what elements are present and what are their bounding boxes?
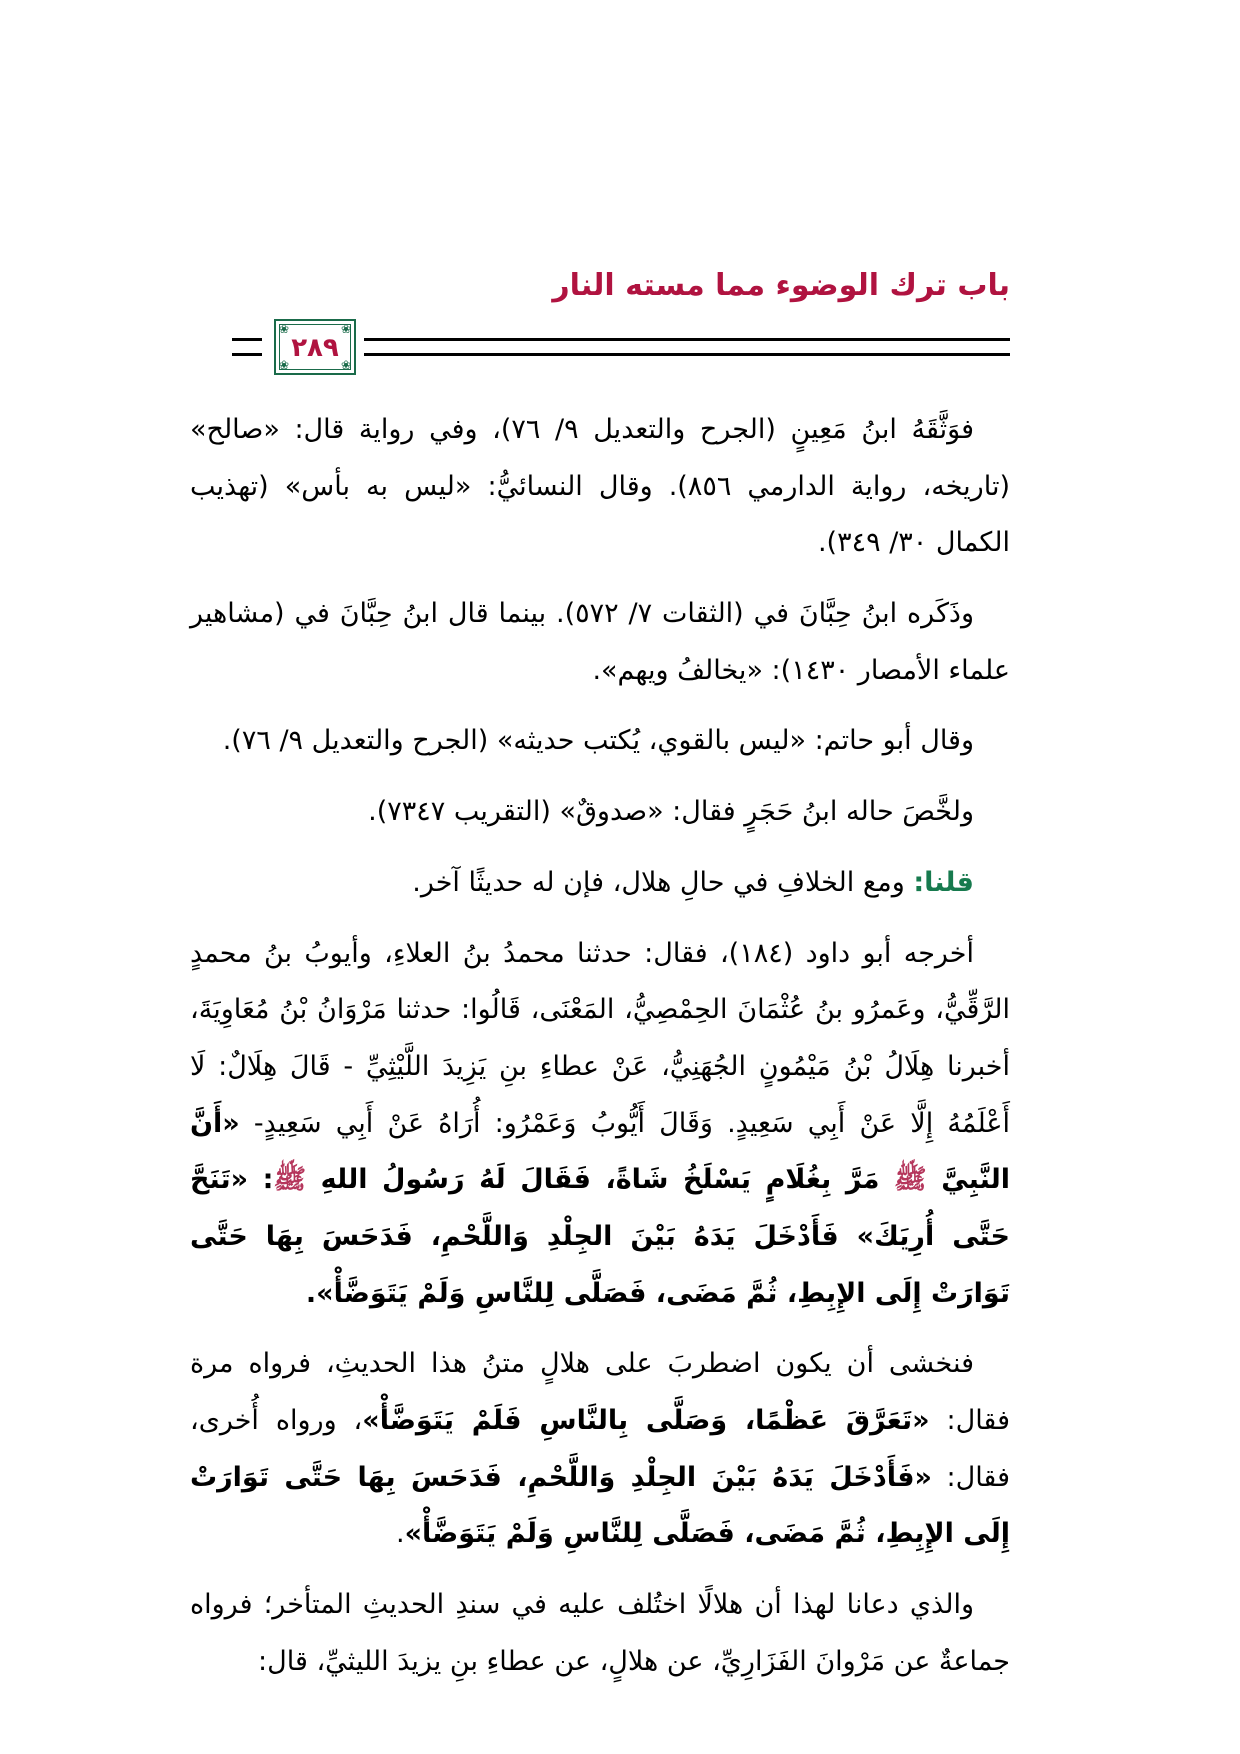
text-segment: : «تَنَحَّ حَتَّى أُرِيَكَ» فَأَدْخَلَ يَدَهُ بَيْنَ الجِلْدِ وَاللَّحْمِ، فَدَحَسَ بِهَا حَتَّى تَوَارَتْ إِلَى الإِبِطِ، ثُمَّ مَضَى، فَصَلَّى لِلنَّاسِ وَلَمْ يَتَوَضَّأْ». — [190, 1164, 1010, 1309]
salla-allahu-alayhi-wasallam-symbol: ﷺ — [273, 1164, 307, 1196]
text-segment: فنخشى أن يكون اضطربَ على هلالٍ متنُ هذا الحديثِ، فرواه مرة فقال: — [190, 1348, 1010, 1436]
paragraph — [190, 784, 1010, 841]
text-segment: مَرَّ بِغُلَامٍ يَسْلَخُ شَاةً، فَقَالَ لَهُ رَسُولُ اللهِ — [306, 1164, 895, 1196]
floral-ornament-icon: ❀ — [340, 322, 351, 336]
text-segment: قلنا: — [913, 866, 974, 898]
chapter-title: باب ترك الوضوء مما مسته النار — [552, 268, 1010, 303]
paragraph — [190, 1577, 1010, 1690]
paragraph — [190, 402, 1010, 572]
paragraph — [190, 855, 1010, 912]
text-segment: وقال أبو حاتم: «ليس بالقوي، يُكتب حديثه» (الجرح والتعديل ٩/ ٧٦). — [222, 725, 974, 757]
header-divider — [190, 318, 1010, 376]
text-segment: «فَأَدْخَلَ يَدَهُ بَيْنَ الجِلْدِ وَاللَّحْمِ، فَدَحَسَ بِهَا حَتَّى تَوَارَتْ إِلَى الإِبِطِ، ثُمَّ مَضَى، فَصَلَّى لِلنَّاسِ وَلَمْ يَتَوَضَّأْ» — [190, 1461, 1010, 1550]
text-segment: والذي دعانا لهذا أن هلالًا اختُلف عليه في سندِ الحديثِ المتأخر؛ فرواه جماعةٌ عن مَرْوانَ الفَزَارِيِّ، عن هلالٍ، عن عطاءِ بنِ يزيدَ الليثيِّ، قال: — [190, 1589, 1010, 1677]
text-segment: ولخَّصَ حاله ابنُ حَجَرٍ فقال: «صدوقٌ» (التقريب ٧٣٤٧). — [368, 796, 974, 828]
paragraph — [190, 586, 1010, 699]
salla-allahu-alayhi-wasallam-symbol: ﷺ — [894, 1164, 927, 1196]
text-segment: «تَعَرَّقَ عَظْمًا، وَصَلَّى بِالنَّاسِ فَلَمْ يَتَوَضَّأْ» — [362, 1405, 930, 1436]
floral-ornament-icon: ❀ — [340, 358, 351, 372]
floral-ornament-icon: ❀ — [279, 322, 290, 336]
body-paragraphs — [190, 402, 1010, 1690]
text-segment: وذَكَره ابنُ حِبَّانَ في (الثقات ٧/ ٥٧٢). بينما قال ابنُ حِبَّانَ في (مشاهير علماء الأمصار ١٤٣٠): «يخالفُ ويهم». — [190, 598, 1010, 686]
page-number-frame — [279, 324, 351, 370]
text-segment: فوَثَّقَهُ ابنُ مَعِينٍ (الجرح والتعديل ٩/ ٧٦)، وفي رواية قال: «صالح» (تاريخه، رواية الدارمي ٨٥٦). وقال النسائيُّ: «ليس به بأس» (تهذيب الكمال ٣٠/ ٣٤٩). — [190, 414, 1010, 559]
page-content — [190, 268, 1010, 1704]
page-number-badge — [274, 319, 356, 375]
text-segment: . — [395, 1518, 405, 1550]
paragraph — [190, 926, 1010, 1323]
floral-ornament-icon: ❀ — [279, 358, 290, 372]
paragraph — [190, 1336, 1010, 1563]
divider-line-right — [364, 338, 1010, 356]
text-segment: ، ورواه أُخرى، فقال: — [190, 1405, 1010, 1493]
text-segment: «أَنَّ النَّبِيَّ — [190, 1107, 1011, 1196]
page-number: ٢٨٩ — [291, 333, 339, 363]
text-segment: أخرجه أبو داود (١٨٤)، فقال: حدثنا محمدُ بنُ العلاءِ، وأيوبُ بنُ محمدٍ الرَّقِّيُّ، وعَمرُو بنُ عُثْمَانَ الحِمْصِيُّ، المَعْنَى، قَالُوا: حدثنا مَرْوَانُ بْنُ مُعَاوِيَةَ، أخبرنا هِلَالُ بْنُ مَيْمُونٍ الجُهَنِيُّ، عَنْ عطاءِ بنِ يَزِيدَ اللَّيْثِيِّ - قَالَ هِلَالٌ: لَا أَعْلَمُهُ إِلَّا عَنْ أَبِي سَعِيدٍ. وَقَالَ أَيُّوبُ وَعَمْرُو: أُرَاهُ عَنْ أَبِي سَعِيدٍ- — [190, 937, 1010, 1139]
text-segment: ومع الخلافِ في حالِ هلال، فإن له حديثًا آخر. — [412, 866, 914, 898]
divider-line-left — [232, 338, 262, 356]
paragraph — [190, 713, 1010, 770]
